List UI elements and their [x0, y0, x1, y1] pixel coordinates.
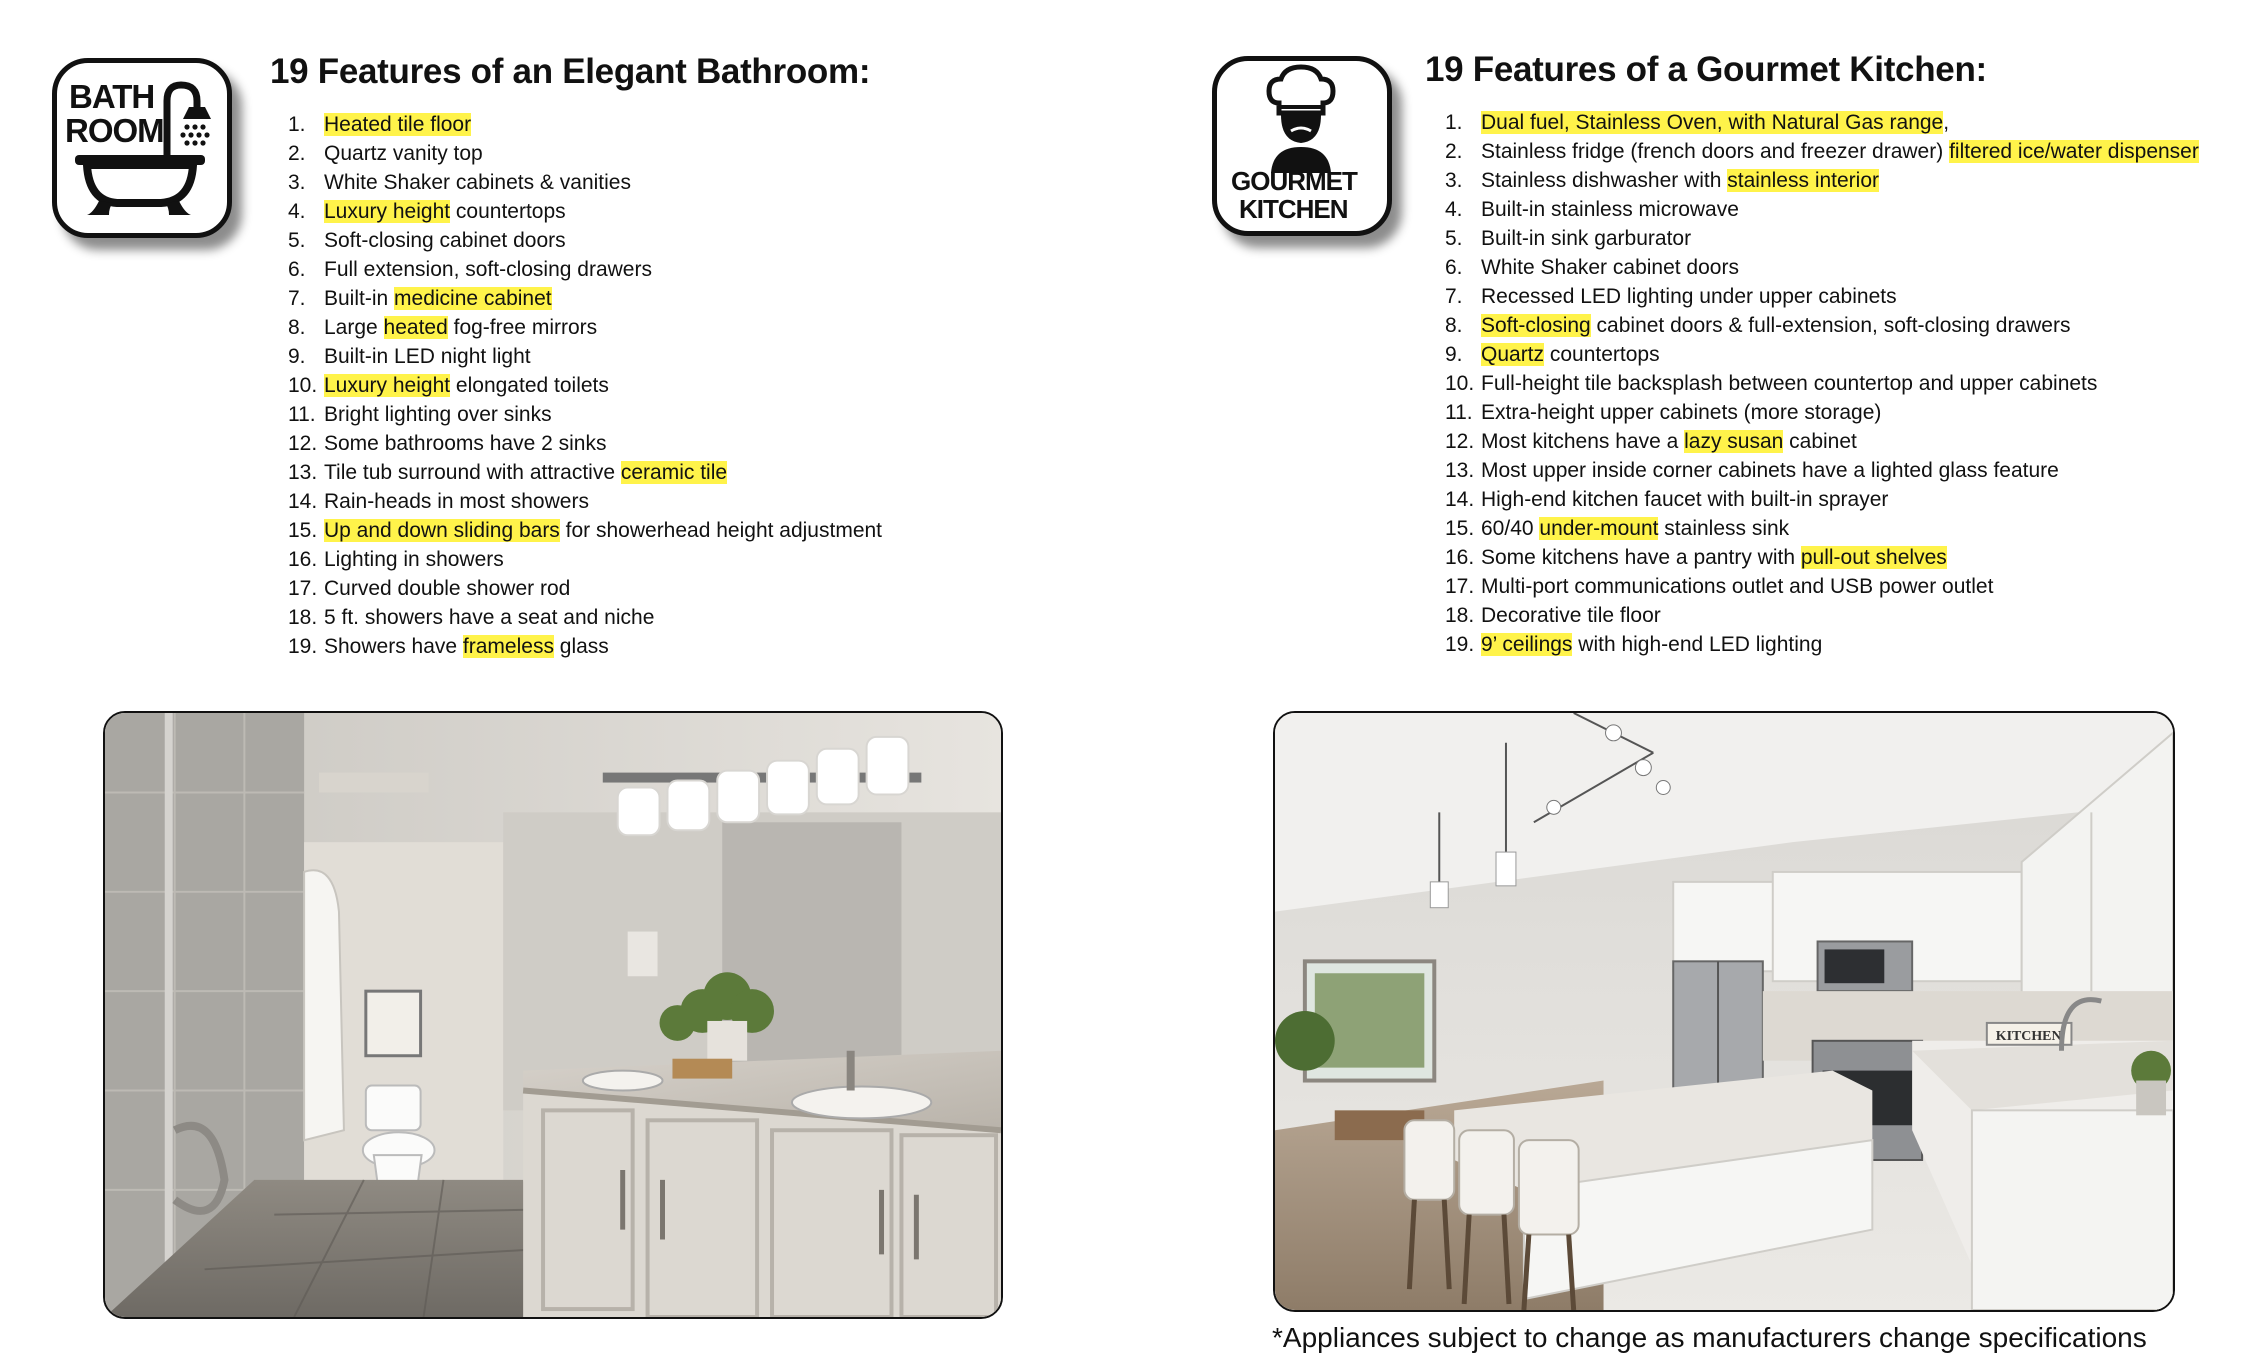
feature-item [1445, 340, 2199, 369]
feature-item [288, 574, 882, 603]
feature-item [288, 371, 882, 400]
feature-number: 18. [288, 606, 318, 629]
feature-item [1445, 601, 2199, 630]
feature-text: Quartz vanity top [324, 142, 483, 165]
feature-number: 8. [288, 316, 306, 339]
feature-text: , [1943, 111, 1950, 134]
feature-number: 1. [1445, 111, 1463, 134]
feature-text: for showerhead height adjustment [559, 519, 883, 542]
feature-number: 14. [1445, 488, 1475, 511]
feature-text: Some kitchens have a pantry with [1481, 546, 1801, 569]
feature-item [1445, 253, 2199, 282]
feature-text: White Shaker cabinets & vanities [324, 171, 631, 194]
feature-text: elongated toilets [450, 374, 609, 397]
feature-text: Built-in [324, 287, 395, 310]
feature-text: Large [324, 316, 384, 339]
bath-icon-line1: BATH [69, 78, 155, 115]
feature-text: countertops [1544, 343, 1660, 366]
feature-number: 12. [288, 432, 318, 455]
feature-text: Bright lighting over sinks [324, 403, 552, 426]
feature-number: 7. [288, 287, 306, 310]
feature-text: with high-end LED lighting [1572, 633, 1823, 656]
feature-item [1445, 166, 2199, 195]
feature-text-highlighted: frameless [462, 635, 554, 658]
feature-number: 19. [288, 635, 318, 658]
appliances-footnote: *Appliances subject to change as manufacturers change specifications [1272, 1322, 2147, 1353]
bathroom-features-list [288, 110, 882, 661]
feature-text: 60/40 [1481, 517, 1540, 540]
chef-icon [1217, 61, 1387, 181]
feature-text: Stainless dishwasher with [1481, 169, 1728, 192]
feature-text: Most kitchens have a [1481, 430, 1685, 453]
feature-number: 10. [1445, 372, 1475, 395]
feature-item [288, 168, 882, 197]
feature-number: 16. [288, 548, 318, 571]
feature-number: 1. [288, 113, 306, 136]
kitchen-features-list [1445, 108, 2199, 659]
feature-text-highlighted: 9’ ceilings [1481, 633, 1573, 656]
feature-text: Extra-height upper cabinets (more storage) [1481, 401, 1882, 424]
feature-item [1445, 427, 2199, 456]
feature-text: stainless sink [1658, 517, 1790, 540]
feature-number: 9. [1445, 343, 1463, 366]
feature-text: Multi-port communications outlet and USB power outlet [1481, 575, 1994, 598]
feature-text: cabinet doors & full-extension, soft-closing drawers [1590, 314, 2071, 337]
feature-text-highlighted: lazy susan [1684, 430, 1784, 453]
feature-text: Decorative tile floor [1481, 604, 1661, 627]
feature-number: 19. [1445, 633, 1475, 656]
feature-text: fog-free mirrors [447, 316, 598, 339]
feature-number: 13. [1445, 459, 1475, 482]
feature-item [1445, 137, 2199, 166]
feature-text: glass [553, 635, 609, 658]
feature-text-highlighted: Up and down sliding bars [324, 519, 560, 542]
feature-number: 13. [288, 461, 318, 484]
feature-text: Recessed LED lighting under upper cabinets [1481, 285, 1897, 308]
feature-number: 2. [288, 142, 306, 165]
feature-text: White Shaker cabinet doors [1481, 256, 1739, 279]
feature-text: Full-height tile backsplash between countertop and upper cabinets [1481, 372, 2098, 395]
feature-item [288, 284, 882, 313]
feature-item [1445, 485, 2199, 514]
bath-icon-line2: ROOM [65, 112, 164, 149]
feature-item [288, 313, 882, 342]
feature-text: Built-in LED night light [324, 345, 531, 368]
bathroom-photo [103, 711, 1003, 1319]
feature-item [288, 516, 882, 545]
feature-text-highlighted: stainless interior [1727, 169, 1880, 192]
feature-item [1445, 311, 2199, 340]
feature-item [1445, 369, 2199, 398]
feature-text: Tile tub surround with attractive [324, 461, 621, 484]
kitchen-icon-badge [1212, 56, 1392, 236]
feature-text: Rain-heads in most showers [324, 490, 589, 513]
feature-item [288, 400, 882, 429]
feature-text-highlighted: Luxury height [324, 200, 451, 223]
feature-text: cabinet [1783, 430, 1857, 453]
feature-item [288, 429, 882, 458]
feature-text: Built-in stainless microwave [1481, 198, 1739, 221]
feature-item [288, 342, 882, 371]
bathroom-icon-badge [52, 58, 232, 238]
feature-item [1445, 543, 2199, 572]
feature-number: 5. [288, 229, 306, 252]
feature-item [288, 603, 882, 632]
feature-text: Most upper inside corner cabinets have a lighted glass feature [1481, 459, 2059, 482]
feature-number: 5. [1445, 227, 1463, 250]
feature-number: 10. [288, 374, 318, 397]
feature-item [288, 545, 882, 574]
feature-text-highlighted: Heated tile floor [324, 113, 472, 136]
feature-text-highlighted: ceramic tile [620, 461, 728, 484]
kitchen-sign-text: KITCHEN [1995, 1028, 2062, 1044]
feature-number: 7. [1445, 285, 1463, 308]
feature-text-highlighted: Quartz [1481, 343, 1545, 366]
feature-item [288, 487, 882, 516]
feature-item [1445, 456, 2199, 485]
feature-number: 11. [1445, 401, 1473, 424]
feature-item [1445, 514, 2199, 543]
feature-number: 8. [1445, 314, 1463, 337]
feature-item [1445, 630, 2199, 659]
feature-text: 5 ft. showers have a seat and niche [324, 606, 655, 629]
feature-text-highlighted: Luxury height [324, 374, 451, 397]
kitchen-icon-line2: KITCHEN [1239, 194, 1348, 224]
kitchen-features-title: 19 Features of a Gourmet Kitchen: [1425, 50, 1987, 89]
feature-number: 3. [288, 171, 306, 194]
feature-text: Soft-closing cabinet doors [324, 229, 566, 252]
feature-text-highlighted: under-mount [1539, 517, 1659, 540]
feature-item [1445, 398, 2199, 427]
feature-item [288, 632, 882, 661]
feature-text: Stainless fridge (french doors and freezer drawer) [1481, 140, 1950, 163]
feature-text: Lighting in showers [324, 548, 504, 571]
feature-text: Showers have [324, 635, 463, 658]
feature-text: Full extension, soft-closing drawers [324, 258, 652, 281]
feature-number: 6. [1445, 256, 1463, 279]
feature-text: countertops [450, 200, 566, 223]
feature-item [1445, 195, 2199, 224]
feature-number: 14. [288, 490, 318, 513]
kitchen-photo [1273, 711, 2175, 1312]
feature-number: 11. [288, 403, 316, 426]
feature-number: 4. [288, 200, 306, 223]
feature-number: 17. [288, 577, 318, 600]
feature-item [1445, 282, 2199, 311]
feature-item [288, 110, 882, 139]
feature-number: 4. [1445, 198, 1463, 221]
feature-number: 2. [1445, 140, 1463, 163]
feature-text-highlighted: Soft-closing [1481, 314, 1591, 337]
feature-item [288, 197, 882, 226]
feature-text-highlighted: filtered ice/water dispenser [1949, 140, 2199, 163]
feature-text-highlighted: Dual fuel, Stainless Oven, with Natural Gas range [1481, 111, 1944, 134]
feature-item [288, 255, 882, 284]
feature-text: Some bathrooms have 2 sinks [324, 432, 607, 455]
feature-text-highlighted: heated [383, 316, 448, 339]
feature-text: High-end kitchen faucet with built-in sprayer [1481, 488, 1889, 511]
feature-number: 15. [288, 519, 318, 542]
feature-number: 16. [1445, 546, 1475, 569]
kitchen-icon-line1: GOURMET [1231, 166, 1357, 196]
feature-item [1445, 108, 2199, 137]
feature-text: Built-in sink garburator [1481, 227, 1692, 250]
feature-item [288, 458, 882, 487]
feature-text-highlighted: medicine cabinet [394, 287, 552, 310]
feature-item [288, 226, 882, 255]
feature-number: 9. [288, 345, 306, 368]
feature-number: 15. [1445, 517, 1475, 540]
feature-number: 6. [288, 258, 306, 281]
feature-item [1445, 224, 2199, 253]
bathroom-features-title: 19 Features of an Elegant Bathroom: [270, 52, 871, 91]
feature-number: 18. [1445, 604, 1475, 627]
feature-number: 3. [1445, 169, 1463, 192]
feature-text: Curved double shower rod [324, 577, 571, 600]
feature-item [1445, 572, 2199, 601]
bathtub-shower-icon [57, 63, 227, 233]
feature-number: 12. [1445, 430, 1475, 453]
feature-number: 17. [1445, 575, 1475, 598]
feature-text-highlighted: pull-out shelves [1800, 546, 1947, 569]
feature-item [288, 139, 882, 168]
